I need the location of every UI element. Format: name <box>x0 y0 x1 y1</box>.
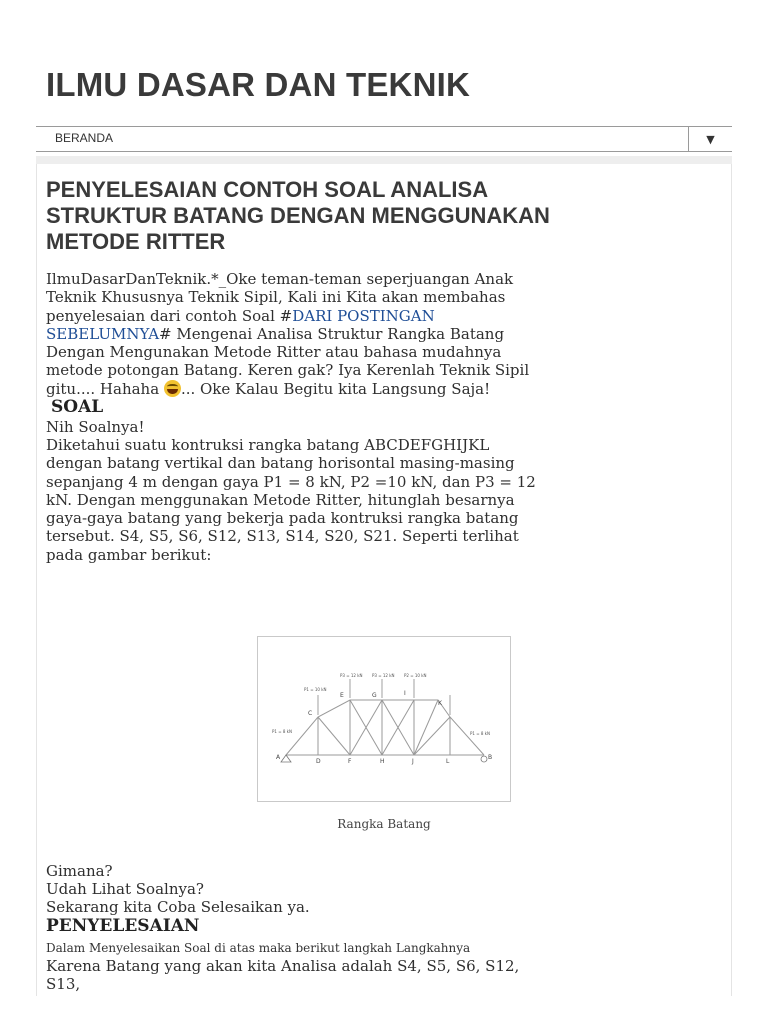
node-a-label: A <box>276 754 281 761</box>
node-j-label: J <box>412 758 414 765</box>
intro-text-3: ... Oke Kalau Begitu kita Langsung Saja! <box>180 379 491 398</box>
truss-diagram <box>258 637 510 801</box>
load-label-1: P1 = 8 kN <box>272 729 292 734</box>
laughing-emoji-icon <box>164 380 181 397</box>
post-intro <box>46 270 546 398</box>
node-k-label: K <box>438 700 442 707</box>
load-label-3: P3 = 12 kN <box>340 673 363 678</box>
after-line-2: Udah Lihat Soalnya? <box>46 880 204 898</box>
site-title[interactable]: ILMU DASAR DAN TEKNIK <box>46 66 471 103</box>
nav-item-beranda[interactable]: BERANDA <box>55 131 114 145</box>
node-d-label: D <box>316 758 321 765</box>
load-label-6: P1 = 8 kN <box>470 731 490 736</box>
load-label-5: P2 = 10 kN <box>404 673 427 678</box>
node-b-label: B <box>488 754 493 761</box>
intro-text-2: # Mengenai Analisa Struktur Rangka Batang Dengan Mengunakan Metode Ritter atau bahasa mudahnya metode potongan Batang. Keren gak? Iya Kerenlah Teknik Sipil gitu.... Hahaha <box>46 324 530 398</box>
after-line-3: Sekarang kita Coba Selesaikan ya. <box>46 898 310 916</box>
node-c-label: C <box>308 710 313 717</box>
node-l-label: L <box>446 758 450 765</box>
after-line-1: Gimana? <box>46 862 113 880</box>
soal-intro-line: Nih Soalnya! <box>46 418 145 436</box>
figure-caption: Rangka Batang <box>337 817 431 831</box>
soal-text: Diketahui suatu kontruksi rangka batang ABCDEFGHIJKL dengan batang vertikal dan batang horisontal masing-masing sepanjang 4 m dengan gaya P1 = 8 kN, P2 =10 kN, dan P3 = 12 kN. Dengan menggunakan Metode Ritter, hitunglah besarnya gaya-gaya batang yang bekerja pada kontruksi rangka batang tersebut. S4, S5, S6, S12, S13, S14, S20, S21. Seperti terlihat pada gambar berikut: <box>46 436 536 564</box>
penyelesaian-heading: PENYELESAIAN <box>46 916 200 936</box>
node-f-label: F <box>348 758 352 765</box>
node-g-label: G <box>372 692 377 699</box>
analysis-line: Karena Batang yang akan kita Analisa adalah S4, S5, S6, S12, S13, <box>46 957 520 994</box>
post-title: PENYELESAIAN CONTOH SOAL ANALISA STRUKTUR BATANG DENGAN MENGGUNAKAN METODE RITTER <box>46 177 550 254</box>
load-label-4: P3 = 12 kN <box>372 673 395 678</box>
nav-dropdown-toggle[interactable]: ▼ <box>688 127 732 151</box>
truss-figure[interactable] <box>257 636 511 802</box>
node-e-label: E <box>340 692 344 699</box>
post-top-bar <box>36 156 732 164</box>
previous-post-link[interactable]: DARI POSTINGAN SEBELUMNYA <box>46 306 435 343</box>
main-nav <box>36 126 732 152</box>
node-h-label: H <box>380 758 385 765</box>
load-label-2: P1 = 10 kN <box>304 687 327 692</box>
penyelesaian-note: Dalam Menyelesaikan Soal di atas maka berikut langkah Langkahnya <box>46 941 471 955</box>
intro-text-1: IlmuDasarDanTeknik.*_Oke teman-teman seperjuangan Anak Teknik Khususnya Teknik Sipil, Kali ini Kita akan membahas penyelesaian dari contoh Soal # <box>46 270 514 325</box>
node-i-label: I <box>404 690 406 697</box>
soal-heading: SOAL <box>51 397 104 417</box>
